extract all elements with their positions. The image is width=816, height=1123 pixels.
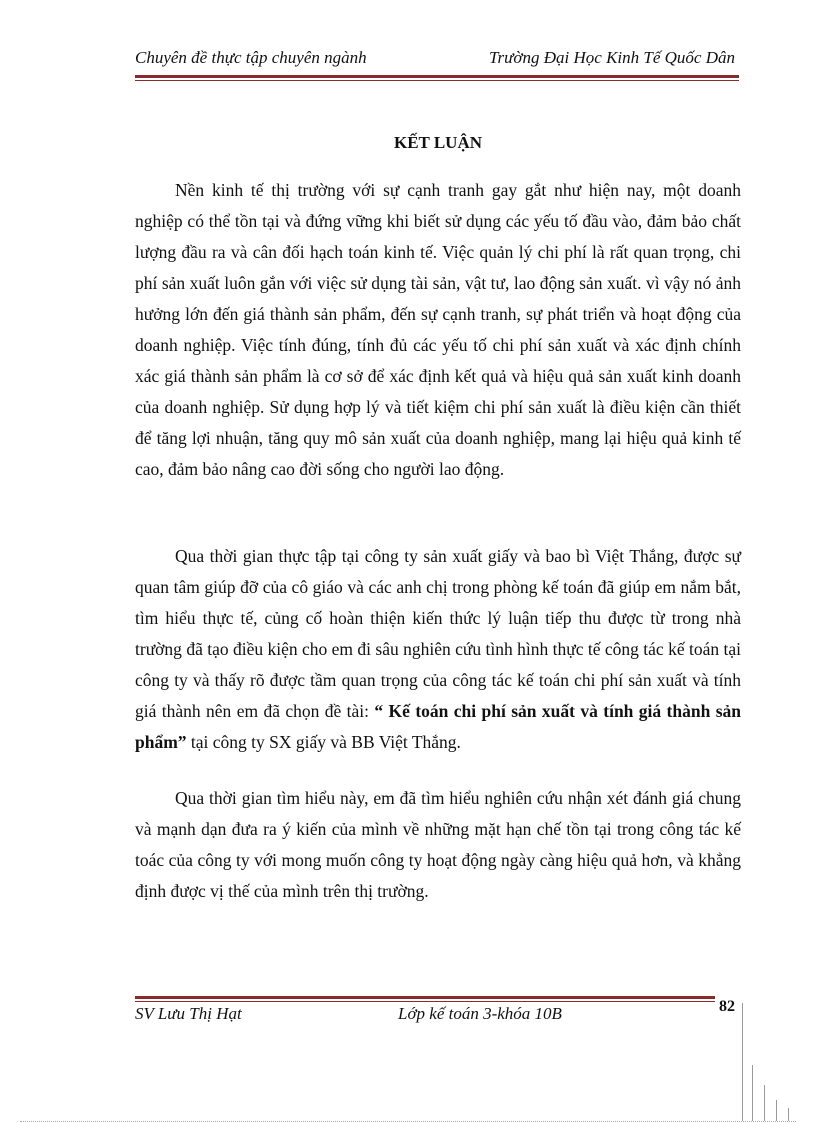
header-university-name: Trường Đại Học Kinh Tế Quốc Dân bbox=[489, 48, 735, 67]
paragraph-2-tail: tại công ty SX giấy và BB Việt Thắng. bbox=[186, 732, 461, 752]
header-rule-thin bbox=[135, 80, 739, 81]
paragraph-1: Nền kinh tế thị trường với sự cạnh tranh gay gắt như hiện nay, một doanh nghiệp có thể tồn tại và đứng vững khi biết sử dụng các yếu tố đầu vào, đảm bảo chất lượng đầu ra và cân đối hạch toán kinh tế. Việc quản lý chi phí là rất quan trọng, chi phí sản xuất luôn gắn với việc sử dụng tài sản, vật tư, lao động sản xuất. vì vậy nó ảnh hưởng lớn đến giá thành sản phẩm, đến sự cạnh tranh, sự phát triển và hoạt động của doanh nghiệp. Việc tính đúng, tính đủ các yếu tố chi phí sản xuất và xác định chính xác giá thành sản phẩm là cơ sở để xác định kết quả và hiệu quả sản xuất kinh doanh của doanh nghiệp. Sử dụng hợp lý và tiết kiệm chi phí sản xuất là điều kiện cần thiết để tăng lợi nhuận, tăng quy mô sản xuất của doanh nghiệp, mang lại hiệu quả kinh tế cao, đảm bảo nâng cao đời sống cho người lao động. bbox=[135, 180, 741, 479]
footer-corner-rule-2 bbox=[752, 1065, 753, 1121]
footer-rule-thick bbox=[135, 996, 715, 999]
footer-corner-vertical-rule bbox=[742, 1003, 743, 1121]
page-header bbox=[135, 48, 735, 72]
footer-student-name: SV Lưu Thị Hạt bbox=[135, 1004, 242, 1023]
footer-corner-rule-5 bbox=[788, 1108, 789, 1121]
header-course-title: Chuyên đề thực tập chuyên ngành bbox=[135, 48, 367, 67]
thesis-topic-bold: “ Kế toán chi phí sản xuất và tính giá thành sản phẩm” bbox=[135, 701, 742, 752]
footer-rule-thin bbox=[135, 1001, 715, 1002]
footer-class-name: Lớp kế toán 3-khóa 10B bbox=[398, 1004, 562, 1023]
paragraph-3: Qua thời gian tìm hiểu này, em đã tìm hiểu nghiên cứu nhận xét đánh giá chung và mạnh dạn đưa ra ý kiến của mình về những mặt hạn chế tồn tại trong công tác kế toác của công ty với mong muốn công ty hoạt động ngày càng hiệu quả hơn, và khẳng định được vị thế của mình trên thị trường. bbox=[135, 788, 741, 901]
page-number: 82 bbox=[719, 998, 735, 1015]
header-rule-thick bbox=[135, 75, 739, 78]
paragraph-2 bbox=[135, 541, 741, 758]
page-bottom-dotted-border bbox=[20, 1121, 796, 1122]
footer-corner-rule-4 bbox=[776, 1100, 777, 1121]
paragraph-2-text: Qua thời gian thực tập tại công ty sản xuất giấy và bao bì Việt Thắng, được sự quan tâm giúp đỡ của cô giáo và các anh chị trong phòng kế toán đã giúp em nắm bắt, tìm hiểu thực tế, củng cố hoàn thiện kiến thức lý luận tiếp thu được từ trong nhà trường đã tạo điều kiện cho em đi sâu nghiên cứu tình hình thực tế công tác kế toán tại công ty và thấy rõ được tầm quan trọng của công tác kế toán chi phí sản xuất và tính giá thành nên em đã chọn đề tài: bbox=[135, 546, 741, 721]
section-title: KẾT LUẬN bbox=[393, 133, 482, 152]
footer-corner-rule-3 bbox=[764, 1085, 765, 1121]
